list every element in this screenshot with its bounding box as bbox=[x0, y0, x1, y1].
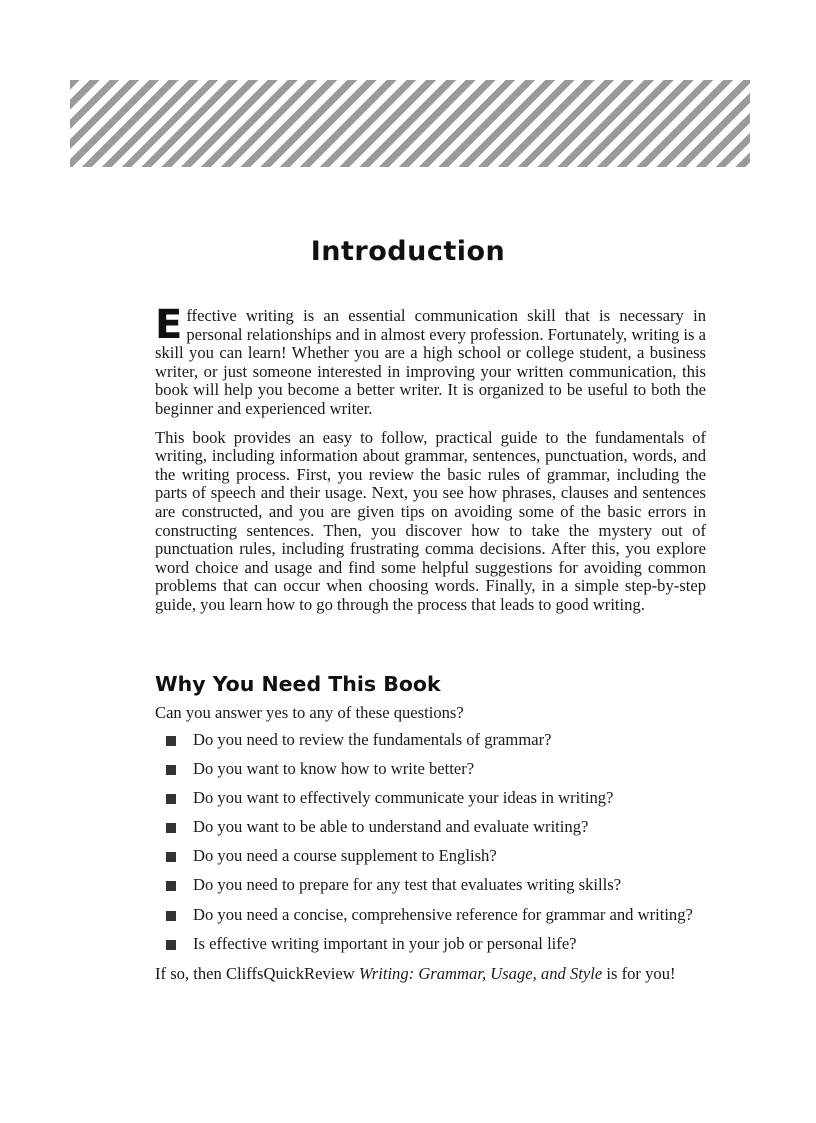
square-bullet-icon bbox=[166, 881, 176, 891]
list-item: Do you need a course supplement to English? bbox=[155, 847, 706, 866]
list-item: Do you need a concise, comprehensive reference for grammar and writing? bbox=[155, 906, 706, 925]
intro-paragraph-1 bbox=[155, 302, 707, 419]
list-item: Do you want to know how to write better? bbox=[155, 760, 706, 779]
list-item: Do you need to prepare for any test that evaluates writing skills? bbox=[155, 876, 706, 895]
square-bullet-icon bbox=[166, 852, 176, 862]
chapter-title: Introduction bbox=[310, 236, 506, 267]
list-item: Is effective writing important in your job or personal life? bbox=[155, 935, 706, 954]
square-bullet-icon bbox=[166, 823, 176, 833]
closing-line: If so, then CliffsQuickReview Writing: Grammar, Usage, and Style is for you! bbox=[155, 963, 676, 983]
intro-paragraph-2: This book provides an easy to follow, practical guide to the fundamentals of writing, including information about grammar, sentences, punctuation, words, and the writing process. First, you review the basic rules of grammar, including the parts of speech and their usage. Next, you see how phrases, clauses and sentences are constructed, and you are given tips on avoiding some of the basic errors in constructing sentences. Then, you discover how to take the mystery out of punctuation rules, including frustrating comma decisions. After this, you explore word choice and usage and find some helpful suggestions for avoiding common problems that can occur when choosing words. Finally, in a simple step-by-step guide, you learn how to go through the process that leads to good writing. bbox=[155, 427, 706, 614]
why-section bbox=[155, 672, 706, 984]
square-bullet-icon bbox=[166, 940, 176, 950]
square-bullet-icon bbox=[166, 736, 176, 746]
book-title: Writing: Grammar, Usage, and Style bbox=[358, 963, 603, 983]
intro-body bbox=[155, 302, 707, 615]
list-item: Do you need to review the fundamentals of grammar? bbox=[155, 731, 706, 750]
intro-paragraph-1-text: ffective writing is an essential communication skill that is necessary in personal relationships and in almost every profession. Fortunately, writing is a skill you can learn! Whether you are a high school or college student, a business writer, or just someone interested in improving your written communication, this book will help you become a better writer. It is organized to be useful to both the beginner and experienced writer. bbox=[155, 306, 707, 418]
square-bullet-icon bbox=[166, 794, 176, 804]
question-list bbox=[155, 731, 706, 953]
square-bullet-icon bbox=[166, 765, 176, 775]
list-item: Do you want to effectively communicate your ideas in writing? bbox=[155, 789, 706, 808]
striped-header-banner bbox=[70, 80, 750, 167]
section-lead: Can you answer yes to any of these questions? bbox=[155, 703, 464, 722]
list-item: Do you want to be able to understand and evaluate writing? bbox=[155, 818, 706, 837]
square-bullet-icon bbox=[166, 911, 176, 921]
drop-cap: E bbox=[155, 302, 183, 348]
section-heading: Why You Need This Book bbox=[155, 672, 441, 696]
